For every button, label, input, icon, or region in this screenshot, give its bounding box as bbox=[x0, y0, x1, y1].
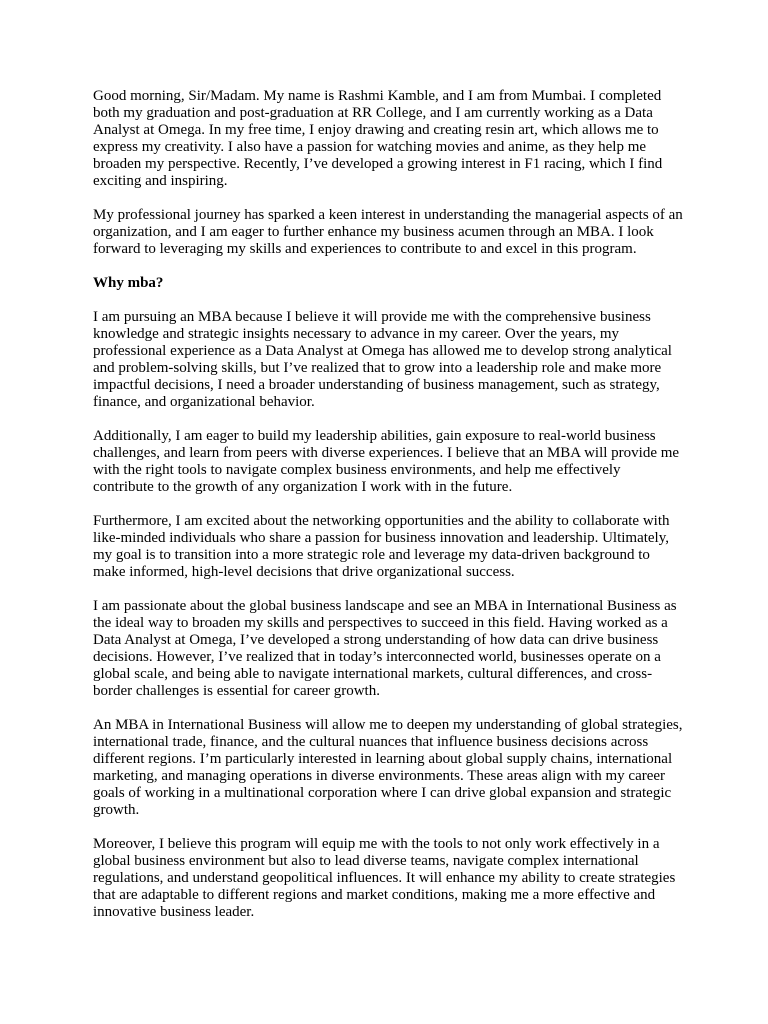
body-paragraph: I am pursuing an MBA because I believe it will provide me with the comprehensive business knowledge and strategic insights necessary to advance in my career. Over the years, my professional experience as a Data Analyst at Omega has allowed me to develop strong analytical and problem-solving skills, but I’ve realized that to grow into a leadership role and make more impactful decisions, I need a broader understanding of business management, such as strategy, finance, and organizational behavior. bbox=[93, 309, 672, 410]
section-heading: Why mba? bbox=[93, 275, 164, 291]
document-body bbox=[93, 88, 683, 938]
body-paragraph: Moreover, I believe this program will equip me with the tools to not only work effectively in a global business environment but also to lead diverse teams, navigate complex international regulations, and understand geopolitical influences. It will enhance my ability to create strategies that are adaptable to different regions and market conditions, making me a more effective and innovative business leader. bbox=[93, 836, 676, 920]
body-paragraph: Additionally, I am eager to build my leadership abilities, gain exposure to real-world business challenges, and learn from peers with diverse experiences. I believe that an MBA will provide me with the right tools to navigate complex business environments, and help me effectively contribute to the growth of any organization I work with in the future. bbox=[93, 428, 680, 495]
intro-paragraph: Good morning, Sir/Madam. My name is Rashmi Kamble, and I am from Mumbai. I completed both my graduation and post-graduation at RR College, and I am currently working as a Data Analyst at Omega. In my free time, I enjoy drawing and creating resin art, which allows me to express my creativity. I also have a passion for watching movies and anime, as they help me broaden my perspective. Recently, I’ve developed a growing interest in F1 racing, which I find exciting and inspiring. bbox=[93, 88, 663, 189]
body-paragraph: Furthermore, I am excited about the networking opportunities and the ability to collaborate with like-minded individuals who share a passion for business innovation and leadership. Ultimately, my goal is to transition into a more strategic role and leverage my data-driven background to make informed, high-level decisions that drive organizational success. bbox=[93, 513, 670, 580]
body-paragraph: An MBA in International Business will allow me to deepen my understanding of global strategies, international trade, finance, and the cultural nuances that influence business decisions across different regions. I’m particularly interested in learning about global supply chains, international marketing, and managing operations in diverse environments. These areas align with my career goals of working in a multinational corporation where I can drive global expansion and strategic growth. bbox=[93, 717, 683, 818]
body-paragraph: I am passionate about the global business landscape and see an MBA in International Business as the ideal way to broaden my skills and perspectives to succeed in this field. Having worked as a Data Analyst at Omega, I’ve developed a strong understanding of how data can drive business decisions. However, I’ve realized that in today’s interconnected world, businesses operate on a global scale, and being able to navigate international markets, cultural differences, and cross-border challenges is essential for career growth. bbox=[93, 598, 677, 699]
intro-paragraph: My professional journey has sparked a keen interest in understanding the managerial aspects of an organization, and I am eager to further enhance my business acumen through an MBA. I look forward to leveraging my skills and experiences to contribute to and excel in this program. bbox=[93, 207, 683, 257]
